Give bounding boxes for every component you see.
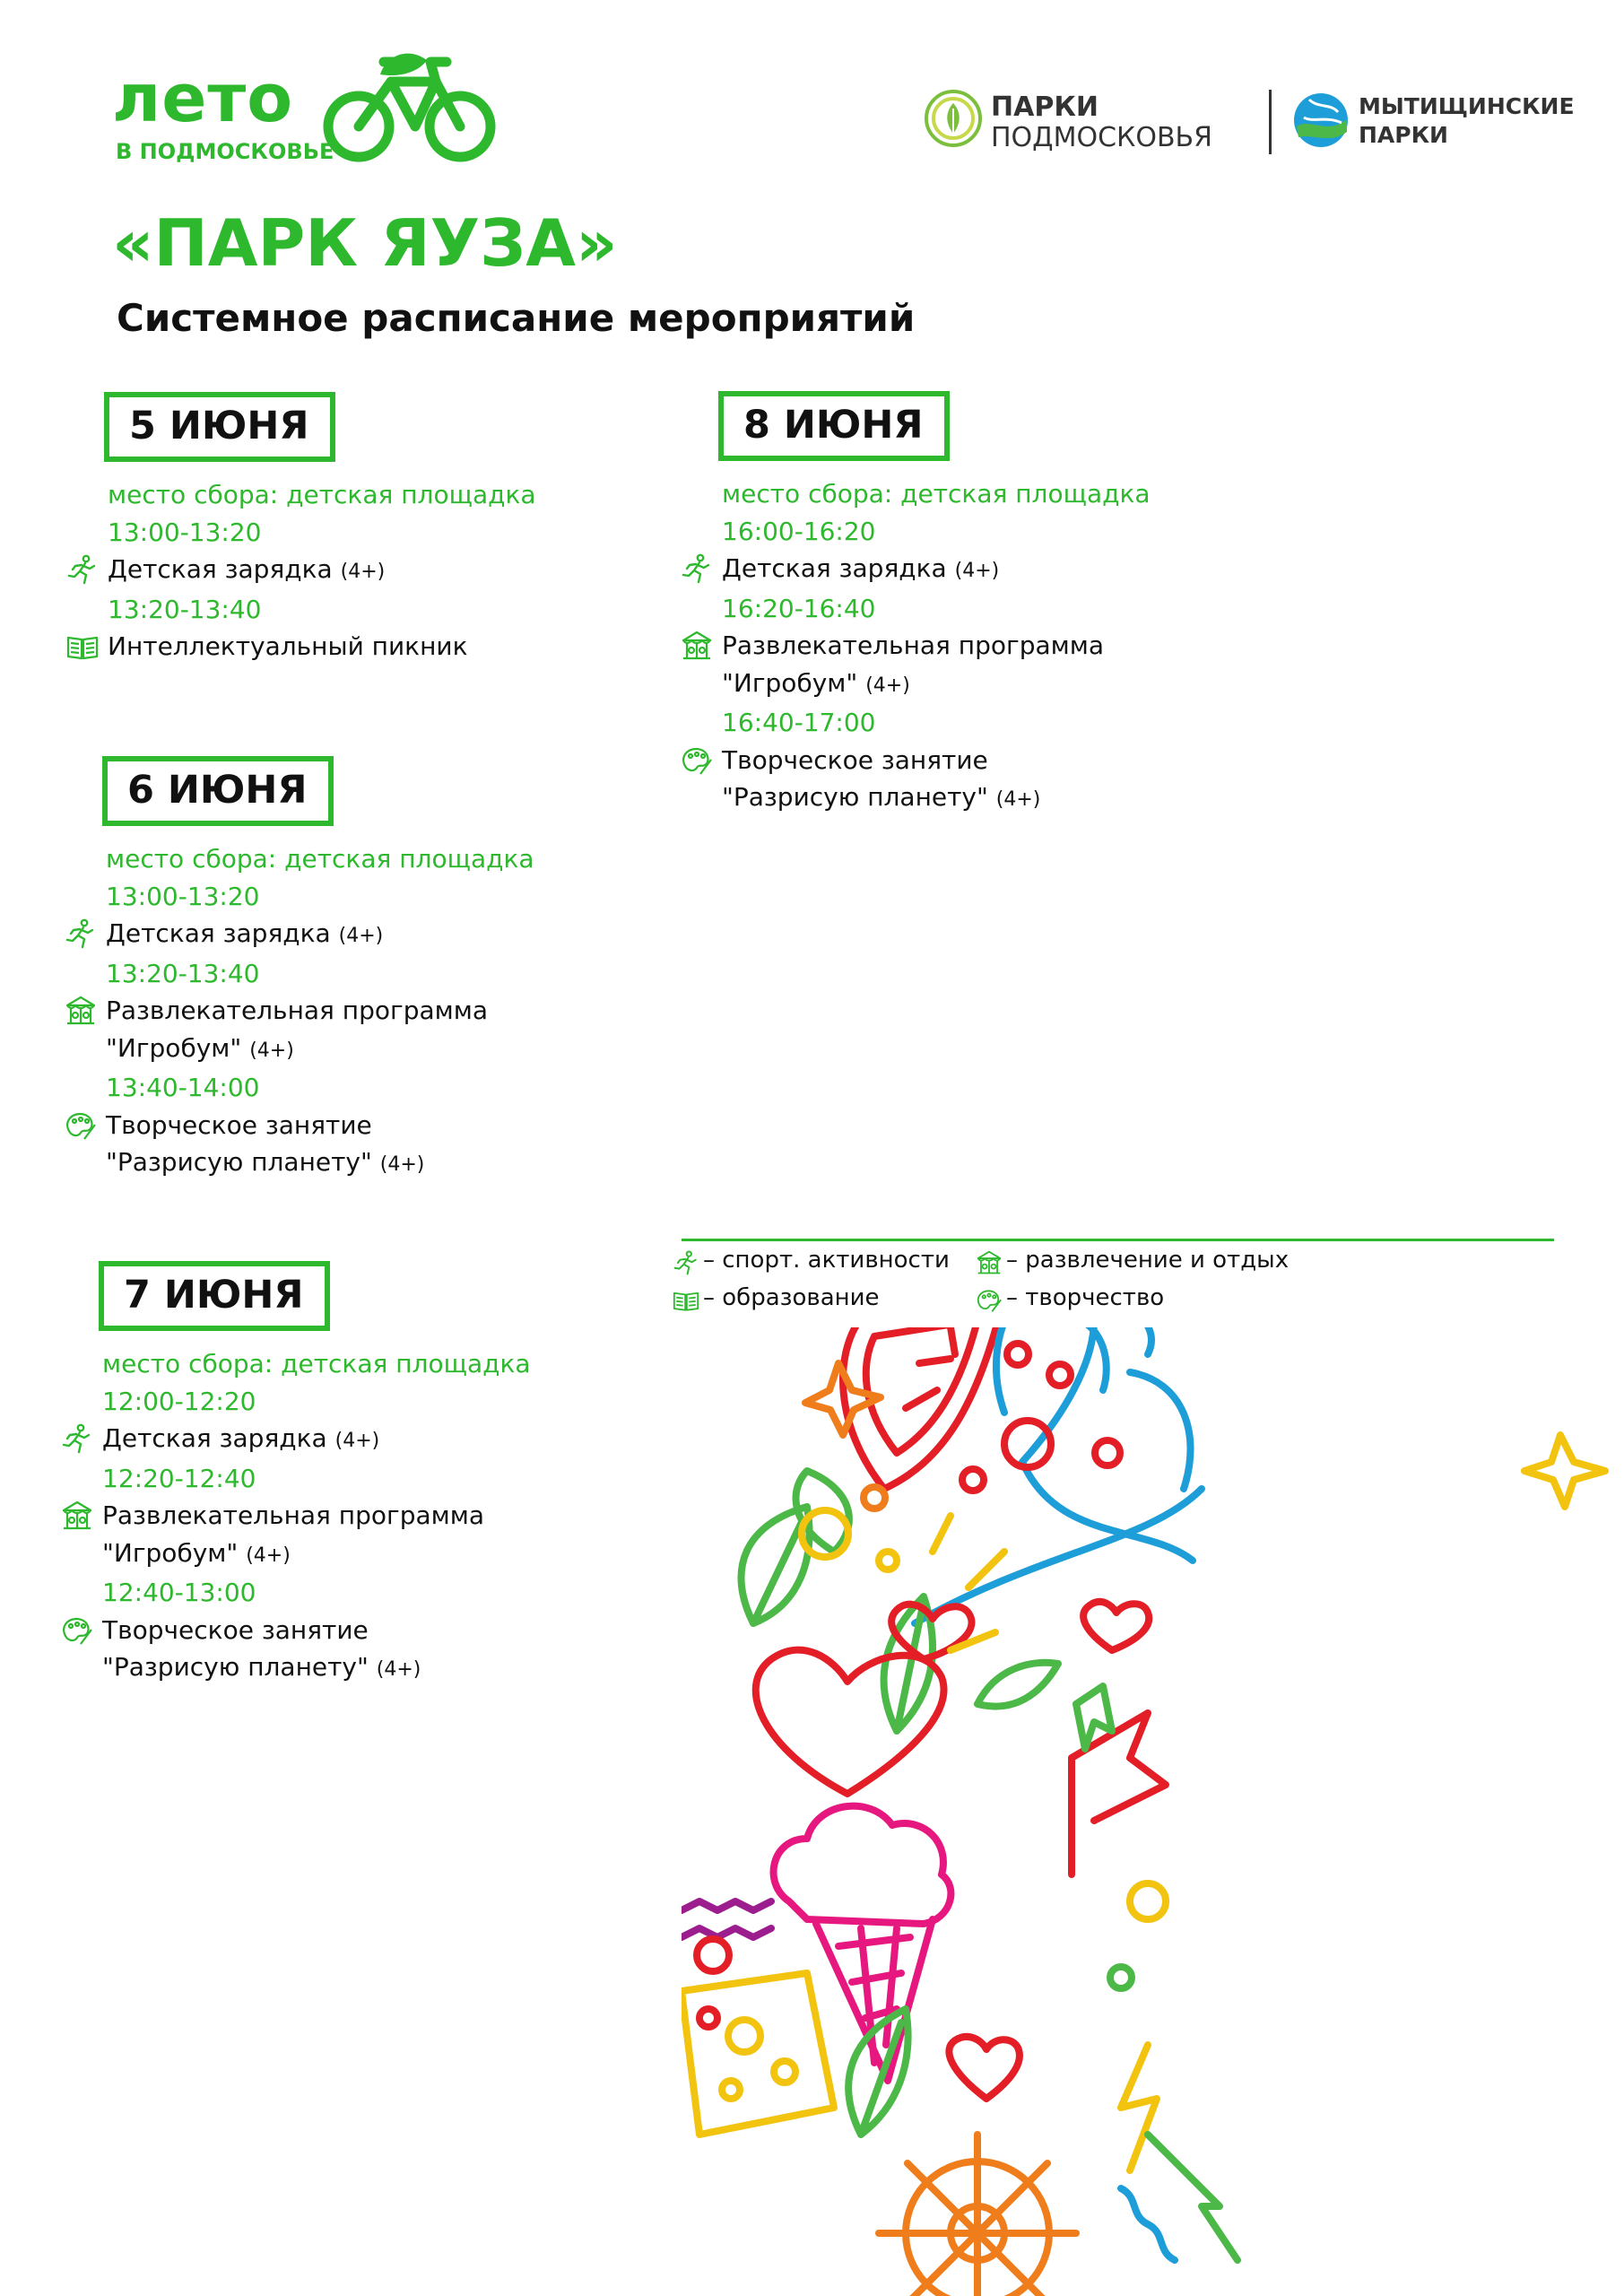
page-subtitle: Системное расписание мероприятий: [117, 296, 916, 340]
partner-divider: [1269, 90, 1272, 154]
age-rating: (4+): [865, 674, 910, 697]
wave-decoration: [1121, 2188, 1175, 2260]
event-time: 16:00-16:20: [722, 516, 876, 546]
page-title: «ПАРК ЯУЗА»: [112, 205, 618, 281]
event-title-line: [106, 1107, 680, 1144]
event-time: 12:40-13:00: [102, 1578, 256, 1608]
day-schedule: [722, 475, 1296, 819]
leaf-icon: [977, 1663, 1058, 1707]
event-title-line: [102, 1535, 676, 1575]
day-schedule: [108, 476, 682, 665]
carousel-icon: [61, 1500, 93, 1531]
event-title: Детская зарядка: [106, 918, 331, 949]
running-person-icon: [66, 554, 99, 585]
event-time: 13:20-13:40: [108, 594, 262, 624]
event-time: 12:00-12:20: [102, 1386, 256, 1416]
dot-decoration: [1095, 1440, 1120, 1465]
leaf-icon: [742, 1507, 810, 1623]
dot-decoration: [699, 2009, 717, 2027]
event-time: 13:00-13:20: [106, 881, 260, 911]
legend-sport: [673, 1247, 950, 1274]
event-title-line: [106, 1030, 680, 1070]
running-person-icon: [681, 553, 713, 584]
parks-name-line1: ПАРКИ: [991, 91, 1099, 123]
event-title-line: [102, 1497, 676, 1535]
heart-icon: [1083, 1602, 1149, 1650]
summer-doodle-illustration: [682, 1327, 1624, 2296]
event-title: Творческое занятие: [102, 1614, 369, 1645]
heart-icon: [949, 2037, 1020, 2099]
legend-education-label: – образование: [703, 1284, 880, 1311]
legend-education: [673, 1284, 880, 1311]
meeting-point: место сбора: детская площадка: [102, 1349, 531, 1379]
day-block: [108, 392, 682, 665]
day-date-badge: 6 ИЮНЯ: [102, 756, 334, 826]
event-time: 13:20-13:40: [106, 958, 260, 988]
open-book-icon: [673, 1288, 699, 1313]
dot-decoration: [864, 1487, 885, 1509]
day-date-badge: 7 ИЮНЯ: [99, 1261, 330, 1331]
carousel-icon: [65, 996, 97, 1026]
dot-decoration: [1110, 1967, 1132, 1988]
ship-wheel-icon: [879, 2135, 1076, 2296]
event-title: Творческое занятие: [106, 1109, 372, 1140]
dot-decoration: [1007, 1344, 1029, 1365]
mytishchi-emblem-icon: [1291, 91, 1350, 150]
event-title-line: [108, 628, 682, 665]
dot-decoration: [1049, 1364, 1071, 1386]
event-title: Развлекательная программа: [722, 631, 1105, 661]
age-rating: (4+): [379, 1153, 425, 1177]
lightning-icon: [1121, 2045, 1157, 2170]
age-rating: (4+): [338, 925, 384, 948]
event-title: "Игробум": [722, 667, 858, 698]
event-title-line: [722, 665, 1296, 705]
dot-decoration: [879, 1552, 897, 1570]
running-person-icon: [673, 1250, 699, 1275]
legend-entertainment-label: – развлечение и отдых: [1006, 1247, 1290, 1274]
mytishchi-name-line2: ПАРКИ: [1359, 122, 1448, 148]
leaf-icon: [848, 2009, 908, 2135]
age-rating: (4+): [995, 788, 1041, 812]
day-block: [106, 756, 680, 1184]
zigzag-decoration: [682, 1928, 771, 1937]
event-title: Детская зарядка: [102, 1423, 327, 1454]
event-title: "Игробум": [106, 1032, 242, 1063]
day-block: [722, 391, 1296, 819]
meeting-point: место сбора: детская площадка: [106, 844, 534, 874]
paint-palette-icon: [976, 1288, 1003, 1313]
meeting-point: место сбора: детская площадка: [108, 480, 536, 510]
event-title-line: [102, 1648, 676, 1689]
brand-logo: [112, 49, 498, 175]
burst-decoration: [933, 1516, 951, 1552]
parks-name-line2: ПОДМОСКОВЬЯ: [991, 122, 1212, 153]
legend-creativity-label: – творчество: [1006, 1284, 1165, 1311]
event-title: "Разрисую планету": [722, 782, 988, 813]
event-title: "Игробум": [102, 1537, 239, 1568]
event-title: Детская зарядка: [108, 554, 333, 585]
event-title-line: [722, 742, 1296, 779]
event-title: Творческое занятие: [722, 744, 988, 775]
event-title-line: [106, 1144, 680, 1184]
event-time: 16:20-16:40: [722, 593, 876, 623]
legend-entertainment: [976, 1247, 1289, 1274]
balloon-string: [1130, 1372, 1191, 1489]
paint-palette-icon: [65, 1110, 97, 1141]
event-title: Детская зарядка: [722, 553, 947, 584]
event-title: Интеллектуальный пикник: [108, 631, 468, 662]
event-title: Развлекательная программа: [106, 996, 489, 1026]
carousel-icon: [681, 631, 713, 661]
bicycle-icon: [321, 49, 500, 166]
carousel-icon: [976, 1250, 1003, 1275]
partner-logos: [924, 85, 1575, 157]
paint-palette-icon: [681, 745, 713, 776]
legend-creativity: [976, 1284, 1164, 1311]
day-schedule: [102, 1345, 676, 1689]
day-block: [102, 1261, 676, 1689]
legend-divider: [682, 1239, 1554, 1241]
open-book-icon: [66, 631, 99, 662]
age-rating: (4+): [376, 1658, 421, 1682]
day-schedule: [106, 840, 680, 1184]
event-title: "Разрисую планету": [106, 1147, 372, 1178]
watermelon-icon: [843, 1327, 1004, 1489]
event-time: 13:40-14:00: [106, 1073, 260, 1103]
dot-decoration: [962, 1469, 984, 1491]
paint-palette-icon: [61, 1615, 93, 1646]
legend: [673, 1247, 1390, 1327]
event-title-line: [722, 778, 1296, 819]
heart-icon: [756, 1650, 944, 1794]
running-person-icon: [65, 918, 97, 949]
event-title-line: [102, 1612, 676, 1649]
mytishchi-name-line1: МЫТИЩИНСКИЕ: [1359, 93, 1575, 119]
dot-decoration: [697, 1939, 729, 1971]
dot-decoration: [1130, 1883, 1166, 1919]
event-time: 16:40-17:00: [722, 708, 876, 738]
event-time: 12:20-12:40: [102, 1463, 256, 1493]
event-title-line: [722, 627, 1296, 665]
cheese-icon: [682, 1973, 834, 2135]
age-rating: (4+): [246, 1544, 291, 1567]
age-rating: (4+): [249, 1039, 294, 1062]
running-person-icon: [61, 1423, 93, 1454]
age-rating: (4+): [340, 561, 386, 584]
event-title-line: [106, 992, 680, 1030]
star-icon: [1524, 1435, 1605, 1507]
age-rating: (4+): [954, 560, 1000, 583]
zigzag-decoration: [682, 1901, 771, 1910]
event-title: Развлекательная программа: [102, 1500, 485, 1531]
age-rating: (4+): [334, 1430, 380, 1453]
event-title-line: [722, 550, 1296, 590]
legend-sport-label: – спорт. активности: [703, 1247, 950, 1274]
parks-emblem-icon: [924, 89, 983, 148]
event-title-line: [108, 551, 682, 591]
meeting-point: место сбора: детская площадка: [722, 479, 1151, 509]
brand-word: лето: [112, 60, 294, 137]
event-title-line: [102, 1420, 676, 1460]
event-title-line: [106, 915, 680, 955]
event-time: 13:00-13:20: [108, 517, 262, 547]
event-title: "Разрисую планету": [102, 1652, 369, 1683]
day-date-badge: 5 ИЮНЯ: [104, 392, 335, 462]
day-date-badge: 8 ИЮНЯ: [718, 391, 950, 461]
brand-subtitle: В ПОДМОСКОВЬЕ: [116, 139, 334, 164]
